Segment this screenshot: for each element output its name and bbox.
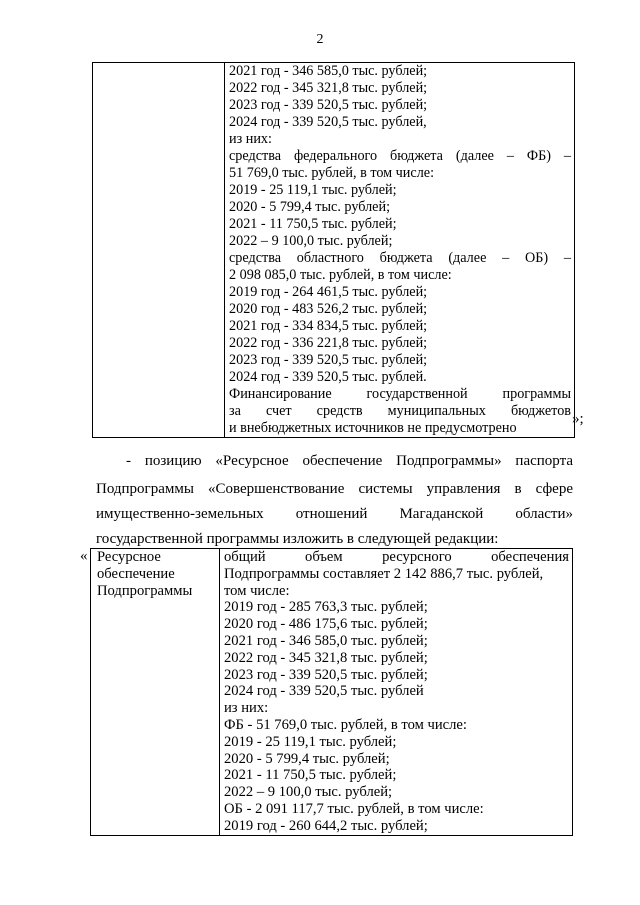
text-line: и внебюджетных источников не предусмотрено bbox=[229, 420, 517, 436]
text-line: 2020 год - 486 175,6 тыс. рублей; bbox=[224, 616, 428, 633]
table-cell-right bbox=[220, 549, 573, 836]
paragraph-line: Подпрограммы «Совершенствование системы управления в сфере bbox=[96, 481, 573, 497]
row-heading-line: обеспечение bbox=[97, 565, 175, 582]
text-line: Подпрограммы составляет 2 142 886,7 тыс. рублей, bbox=[224, 565, 544, 582]
table-row bbox=[91, 549, 573, 836]
text-line: 2024 год - 339 520,5 тыс. рублей. bbox=[229, 369, 427, 385]
text-line: ОБ - 2 091 117,7 тыс. рублей, в том числе: bbox=[224, 800, 484, 817]
opening-quote-mark: « bbox=[80, 548, 88, 564]
text-line: 2023 год - 339 520,5 тыс. рублей; bbox=[229, 352, 428, 368]
text-line: 2022 год - 336 221,8 тыс. рублей; bbox=[229, 335, 428, 351]
resource-provision-table bbox=[90, 548, 573, 836]
text-line: 2022 – 9 100,0 тыс. рублей; bbox=[229, 233, 393, 249]
text-line: 2020 - 5 799,4 тыс. рублей; bbox=[224, 750, 390, 767]
table-cell-left bbox=[91, 549, 220, 836]
paragraph-line: государственной программы изложить в следующей редакции: bbox=[96, 531, 499, 547]
table-cell-right bbox=[225, 63, 575, 438]
text-line: 2023 год - 339 520,5 тыс. рублей; bbox=[224, 666, 428, 683]
row-heading-line: Ресурсное bbox=[97, 549, 161, 565]
row-heading-line: Подпрограммы bbox=[97, 582, 193, 599]
text-line: 2019 год - 264 461,5 тыс. рублей; bbox=[229, 284, 428, 300]
text-line: 2023 год - 339 520,5 тыс. рублей; bbox=[229, 97, 428, 113]
text-line: 2021 год - 334 834,5 тыс. рублей; bbox=[229, 318, 428, 334]
text-line: 2021 год - 346 585,0 тыс. рублей; bbox=[224, 632, 428, 649]
text-line: ФБ - 51 769,0 тыс. рублей, в том числе: bbox=[224, 716, 467, 733]
text-line: 2022 год - 345 321,8 тыс. рублей; bbox=[224, 649, 428, 666]
paragraph-line: имущественно-земельных отношений Магаданской области» bbox=[96, 506, 573, 522]
text-line: 2019 год - 285 763,3 тыс. рублей; bbox=[224, 599, 428, 616]
text-line: 2021 - 11 750,5 тыс. рублей; bbox=[229, 216, 397, 232]
text-line: 2019 - 25 119,1 тыс. рублей; bbox=[229, 182, 397, 198]
closing-quote-mark: »; bbox=[572, 411, 584, 427]
table-cell-left bbox=[93, 63, 225, 438]
text-line: общий объем ресурсного обеспечения bbox=[224, 549, 569, 565]
text-line: из них: bbox=[224, 700, 269, 717]
text-line: 2022 год - 345 321,8 тыс. рублей; bbox=[229, 80, 428, 96]
text-line: 2022 – 9 100,0 тыс. рублей; bbox=[224, 784, 393, 801]
text-line: 2021 год - 346 585,0 тыс. рублей; bbox=[229, 63, 428, 79]
text-line: 51 769,0 тыс. рублей, в том числе: bbox=[229, 165, 435, 181]
text-line: 2021 - 11 750,5 тыс. рублей; bbox=[224, 767, 397, 784]
text-line: 2 098 085,0 тыс. рублей, в том числе: bbox=[229, 267, 452, 283]
passport-table-continued bbox=[92, 62, 575, 438]
text-line: 2024 год - 339 520,5 тыс. рублей, bbox=[229, 114, 427, 130]
text-line: 2019 год - 260 644,2 тыс. рублей; bbox=[224, 817, 428, 834]
text-line: Финансирование государственной программы bbox=[229, 386, 571, 402]
text-line: 2019 - 25 119,1 тыс. рублей; bbox=[224, 733, 397, 750]
text-line: том числе: bbox=[224, 582, 290, 599]
text-line: средства областного бюджета (далее – ОБ) – bbox=[229, 250, 571, 266]
table-row bbox=[93, 63, 575, 438]
paragraph-line: - позицию «Ресурсное обеспечение Подпрограммы» паспорта bbox=[126, 453, 573, 469]
text-line: 2024 год - 339 520,5 тыс. рублей bbox=[224, 683, 424, 700]
text-line: за счет средств муниципальных бюджетов bbox=[229, 403, 571, 419]
text-line: средства федерального бюджета (далее – ФБ) – bbox=[229, 148, 571, 164]
text-line: 2020 год - 483 526,2 тыс. рублей; bbox=[229, 301, 428, 317]
text-line: 2020 - 5 799,4 тыс. рублей; bbox=[229, 199, 391, 215]
text-line: из них: bbox=[229, 131, 272, 147]
page-number: 2 bbox=[316, 32, 324, 47]
